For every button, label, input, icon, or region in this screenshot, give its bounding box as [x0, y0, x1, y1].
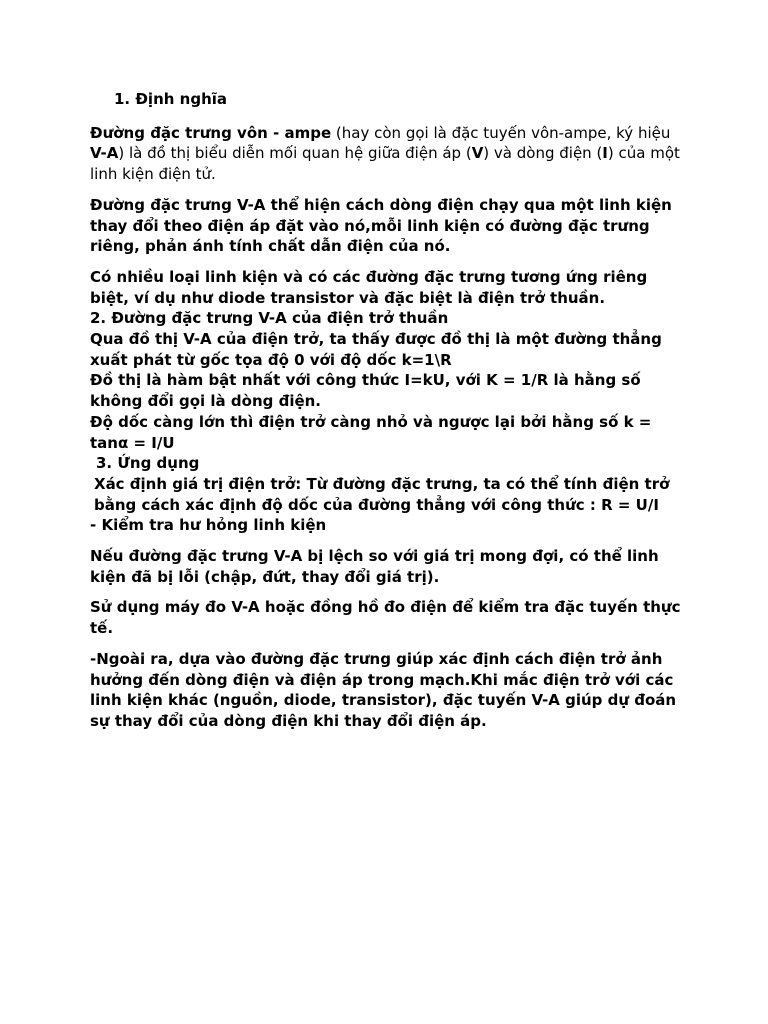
heading-resistor-curve: 2. Đường đặc trưng V-A của điện trở thuần — [90, 309, 449, 328]
term-i: I — [602, 144, 608, 163]
paragraph-deviation: Nếu đường đặc trưng V-A bị lệch so với giá trị mong đợi, có thể linh kiện đã bị lỗi (chập, đứt, thay đổi giá trị). — [90, 547, 659, 586]
section-resistor-block — [90, 267, 690, 536]
paragraph-measurement: Sử dụng máy đo V-A hoặc đồng hồ đo điện để kiểm tra đặc tuyến thực tế. — [90, 598, 681, 638]
term-va: V-A — [90, 144, 119, 163]
heading-applications: 3. Ứng dụng — [96, 454, 200, 473]
paragraph-linear-function: Đồ thị là hàm bật nhất với công thức I=kU, với K = 1/R là hằng số không đổi gọi là dòng điện. — [90, 371, 641, 411]
paragraph-additional: -Ngoài ra, dựa vào đường đặc trưng giúp xác định cách điện trở ảnh hưởng đến dòng điện và điện áp trong mạch.Khi mắc điện trở với các linh kiện khác (nguồn, diode, transistor), đặc tuyến V-A giúp dự đoán sự thay đổi của dòng điện khi thay đổi điện áp. — [90, 649, 677, 730]
paragraph-va-behavior: Đường đặc trưng V-A thể hiện cách dòng điện chạy qua một linh kiện thay đổi theo điện áp đặt vào nó,mỗi linh kiện có đường đặc trưng riêng, phản ánh tính chất dẫn điện của nó. — [90, 195, 672, 256]
text-segment: ) là đồ thị biểu diễn mối quan hệ giữa điện áp ( — [118, 144, 472, 163]
paragraph-straight-line: Qua đồ thị V-A của điện trở, ta thấy được đồ thị là một đường thẳng xuất phát từ gốc tọa độ 0 với độ dốc k=1\R — [90, 330, 662, 369]
term-v: V — [471, 144, 484, 163]
text-segment: ) và dòng điện ( — [483, 144, 603, 163]
paragraph-definition — [90, 123, 690, 185]
document-page — [90, 89, 690, 742]
heading-definition: 1. Định nghĩa — [114, 90, 228, 108]
text-segment: (hay còn gọi là đặc tuyến vôn-ampe, ký hiệu — [331, 123, 671, 142]
paragraph-slope: Độ dốc càng lớn thì điện trở càng nhỏ và ngược lại bởi hằng số k = tanα = I/U — [90, 412, 652, 452]
text-segment: ) của một linh kiện điện tử. — [90, 144, 680, 184]
heading-check-damage: - Kiểm tra hư hỏng linh kiện — [90, 516, 327, 535]
paragraph-component-types: Có nhiều loại linh kiện và có các đường đặc trưng tương ứng riêng biệt, ví dụ như diode transistor và đặc biệt là điện trở thuần. — [90, 267, 648, 307]
term-va-curve: Đường đặc trưng vôn - ampe — [90, 123, 332, 142]
paragraph-determine-resistance: Xác định giá trị điện trở: Từ đường đặc trưng, ta có thể tính điện trở bằng cách xác định độ dốc của đường thẳng với công thức : R = U/I — [94, 474, 670, 514]
